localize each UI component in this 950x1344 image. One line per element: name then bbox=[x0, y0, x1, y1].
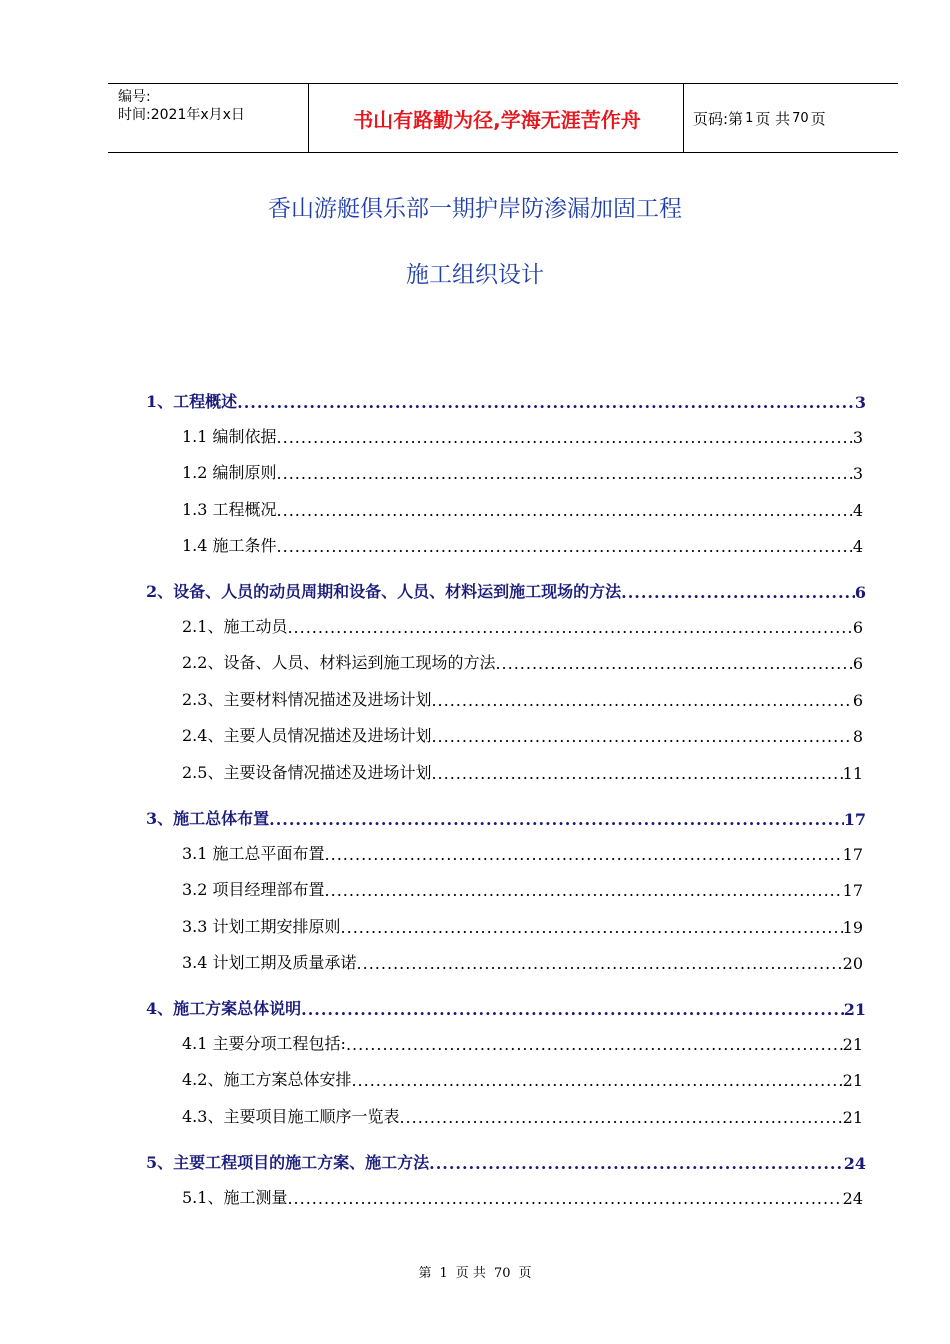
toc-entry-title: 5.1、施工测量 bbox=[182, 1188, 288, 1207]
toc-entry-page: 3 bbox=[854, 393, 866, 412]
toc-entry-page: 6 bbox=[852, 691, 863, 710]
toc-leader-dots bbox=[287, 1189, 842, 1208]
toc-leader-dots bbox=[277, 464, 853, 483]
toc-leader-dots bbox=[301, 1000, 844, 1019]
toc-entry-title: 3.2 项目经理部布置 bbox=[182, 880, 325, 899]
toc-entry-page: 24 bbox=[843, 1154, 866, 1173]
toc-entry-page: 8 bbox=[852, 727, 863, 746]
toc-entry-title: 3.1 施工总平面布置 bbox=[182, 844, 325, 863]
footer-total: 70 bbox=[493, 1266, 511, 1281]
header-divider bbox=[308, 84, 309, 152]
toc-leader-dots bbox=[237, 393, 855, 412]
toc-subsection-entry[interactable] bbox=[182, 497, 863, 520]
toc-subsection-entry[interactable] bbox=[182, 614, 863, 637]
header-meta bbox=[118, 88, 245, 124]
toc-entry-title: 2.4、主要人员情况描述及进场计划 bbox=[182, 726, 432, 745]
toc-entry-title: 1.4 施工条件 bbox=[182, 536, 277, 555]
page-mid: 页 共 bbox=[755, 109, 791, 128]
document-number-label: 编号: bbox=[118, 89, 151, 105]
toc-subsection-entry[interactable] bbox=[182, 760, 863, 783]
toc-entry-page: 4 bbox=[852, 537, 863, 556]
toc-leader-dots bbox=[341, 918, 843, 937]
toc-entry-page: 3 bbox=[852, 464, 863, 483]
footer-mid: 页 共 bbox=[455, 1266, 486, 1281]
toc-leader-dots bbox=[325, 845, 843, 864]
toc-entry-title: 1、工程概述 bbox=[146, 392, 238, 411]
toc-entry-page: 11 bbox=[842, 764, 863, 783]
document-title: 香山游艇俱乐部一期护岸防渗漏加固工程 bbox=[268, 196, 682, 222]
toc-subsection-entry[interactable] bbox=[182, 914, 863, 937]
toc-entry-title: 2.1、施工动员 bbox=[182, 617, 288, 636]
document-subtitle: 施工组织设计 bbox=[406, 262, 544, 288]
toc-entry-title: 4.3、主要项目施工顺序一览表 bbox=[182, 1107, 400, 1126]
toc-entry-page: 21 bbox=[842, 1071, 863, 1090]
toc-leader-dots bbox=[287, 618, 852, 637]
toc-entry-page: 21 bbox=[843, 1000, 866, 1019]
toc-leader-dots bbox=[325, 881, 843, 900]
toc-entry-title: 4、施工方案总体说明 bbox=[146, 999, 302, 1018]
toc-leader-dots bbox=[431, 764, 842, 783]
toc-leader-dots bbox=[269, 810, 844, 829]
toc-section-entry[interactable] bbox=[146, 806, 866, 829]
toc-entry-page: 17 bbox=[842, 881, 863, 900]
toc-leader-dots bbox=[399, 1108, 842, 1127]
footer-page: 1 bbox=[439, 1266, 448, 1281]
toc-entry-title: 3.3 计划工期安排原则 bbox=[182, 917, 341, 936]
page-number: 1 bbox=[745, 110, 754, 126]
toc-entry-title: 1.3 工程概况 bbox=[182, 500, 277, 519]
toc-subsection-entry[interactable] bbox=[182, 460, 863, 483]
toc-entry-page: 6 bbox=[852, 618, 863, 637]
toc-entry-page: 4 bbox=[852, 501, 863, 520]
toc-subsection-entry[interactable] bbox=[182, 650, 863, 673]
toc-subsection-entry[interactable] bbox=[182, 877, 863, 900]
toc-entry-page: 6 bbox=[854, 583, 866, 602]
page-prefix: 页码:第 bbox=[693, 109, 744, 128]
toc-entry-title: 4.2、施工方案总体安排 bbox=[182, 1070, 352, 1089]
toc-entry-page: 20 bbox=[842, 954, 863, 973]
toc-leader-dots bbox=[351, 1071, 842, 1090]
page-footer bbox=[0, 1262, 950, 1281]
toc-entry-page: 21 bbox=[842, 1035, 863, 1054]
toc-entry-title: 2.5、主要设备情况描述及进场计划 bbox=[182, 763, 432, 782]
toc-entry-title: 1.2 编制原则 bbox=[182, 463, 277, 482]
toc-subsection-entry[interactable] bbox=[182, 841, 863, 864]
toc-entry-page: 17 bbox=[842, 845, 863, 864]
toc-entry-page: 21 bbox=[842, 1108, 863, 1127]
toc-subsection-entry[interactable] bbox=[182, 1185, 863, 1208]
toc-leader-dots bbox=[431, 727, 852, 746]
toc-leader-dots bbox=[277, 537, 853, 556]
footer-prefix: 第 bbox=[418, 1266, 432, 1281]
toc-entry-page: 19 bbox=[842, 918, 863, 937]
page-suffix: 页 bbox=[810, 109, 826, 128]
toc-entry-title: 2、设备、人员的动员周期和设备、人员、材料运到施工现场的方法 bbox=[146, 582, 622, 601]
toc-leader-dots bbox=[346, 1035, 843, 1054]
toc-subsection-entry[interactable] bbox=[182, 687, 863, 710]
toc-section-entry[interactable] bbox=[146, 996, 866, 1019]
document-time: 时间:2021年x月x日 bbox=[118, 107, 245, 123]
toc-section-entry[interactable] bbox=[146, 1150, 866, 1173]
toc-leader-dots bbox=[429, 1154, 844, 1173]
toc-entry-title: 1.1 编制依据 bbox=[182, 427, 277, 446]
toc-leader-dots bbox=[621, 583, 855, 602]
toc-entry-title: 3、施工总体布置 bbox=[146, 809, 270, 828]
toc-entry-page: 24 bbox=[842, 1189, 863, 1208]
toc-subsection-entry[interactable] bbox=[182, 424, 863, 447]
toc-subsection-entry[interactable] bbox=[182, 1104, 863, 1127]
toc-leader-dots bbox=[277, 501, 853, 520]
toc-entry-title: 5、主要工程项目的施工方案、施工方法 bbox=[146, 1153, 430, 1172]
toc-entry-page: 3 bbox=[852, 428, 863, 447]
toc-section-entry[interactable] bbox=[146, 389, 866, 412]
toc-subsection-entry[interactable] bbox=[182, 723, 863, 746]
toc-entry-page: 6 bbox=[852, 654, 863, 673]
toc-subsection-entry[interactable] bbox=[182, 1031, 863, 1054]
header-motto: 书山有路勤为径,学海无涯苦作舟 bbox=[353, 107, 641, 132]
toc-leader-dots bbox=[431, 691, 852, 710]
page-header bbox=[108, 83, 898, 153]
toc-leader-dots bbox=[357, 954, 843, 973]
toc-subsection-entry[interactable] bbox=[182, 1067, 863, 1090]
toc-entry-title: 3.4 计划工期及质量承诺 bbox=[182, 953, 357, 972]
toc-entry-title: 2.2、设备、人员、材料运到施工现场的方法 bbox=[182, 653, 496, 672]
toc-entry-title: 4.1 主要分项工程包括: bbox=[182, 1034, 346, 1053]
toc-entry-title: 2.3、主要材料情况描述及进场计划 bbox=[182, 690, 432, 709]
toc-subsection-entry[interactable] bbox=[182, 533, 863, 556]
header-divider bbox=[683, 84, 684, 152]
toc-entry-page: 17 bbox=[843, 810, 866, 829]
toc-section-entry[interactable] bbox=[146, 579, 866, 602]
toc-leader-dots bbox=[277, 428, 853, 447]
page-total: 70 bbox=[792, 110, 809, 126]
toc-leader-dots bbox=[495, 654, 852, 673]
header-page-info bbox=[693, 84, 826, 152]
toc-subsection-entry[interactable] bbox=[182, 950, 863, 973]
footer-suffix: 页 bbox=[518, 1266, 532, 1281]
